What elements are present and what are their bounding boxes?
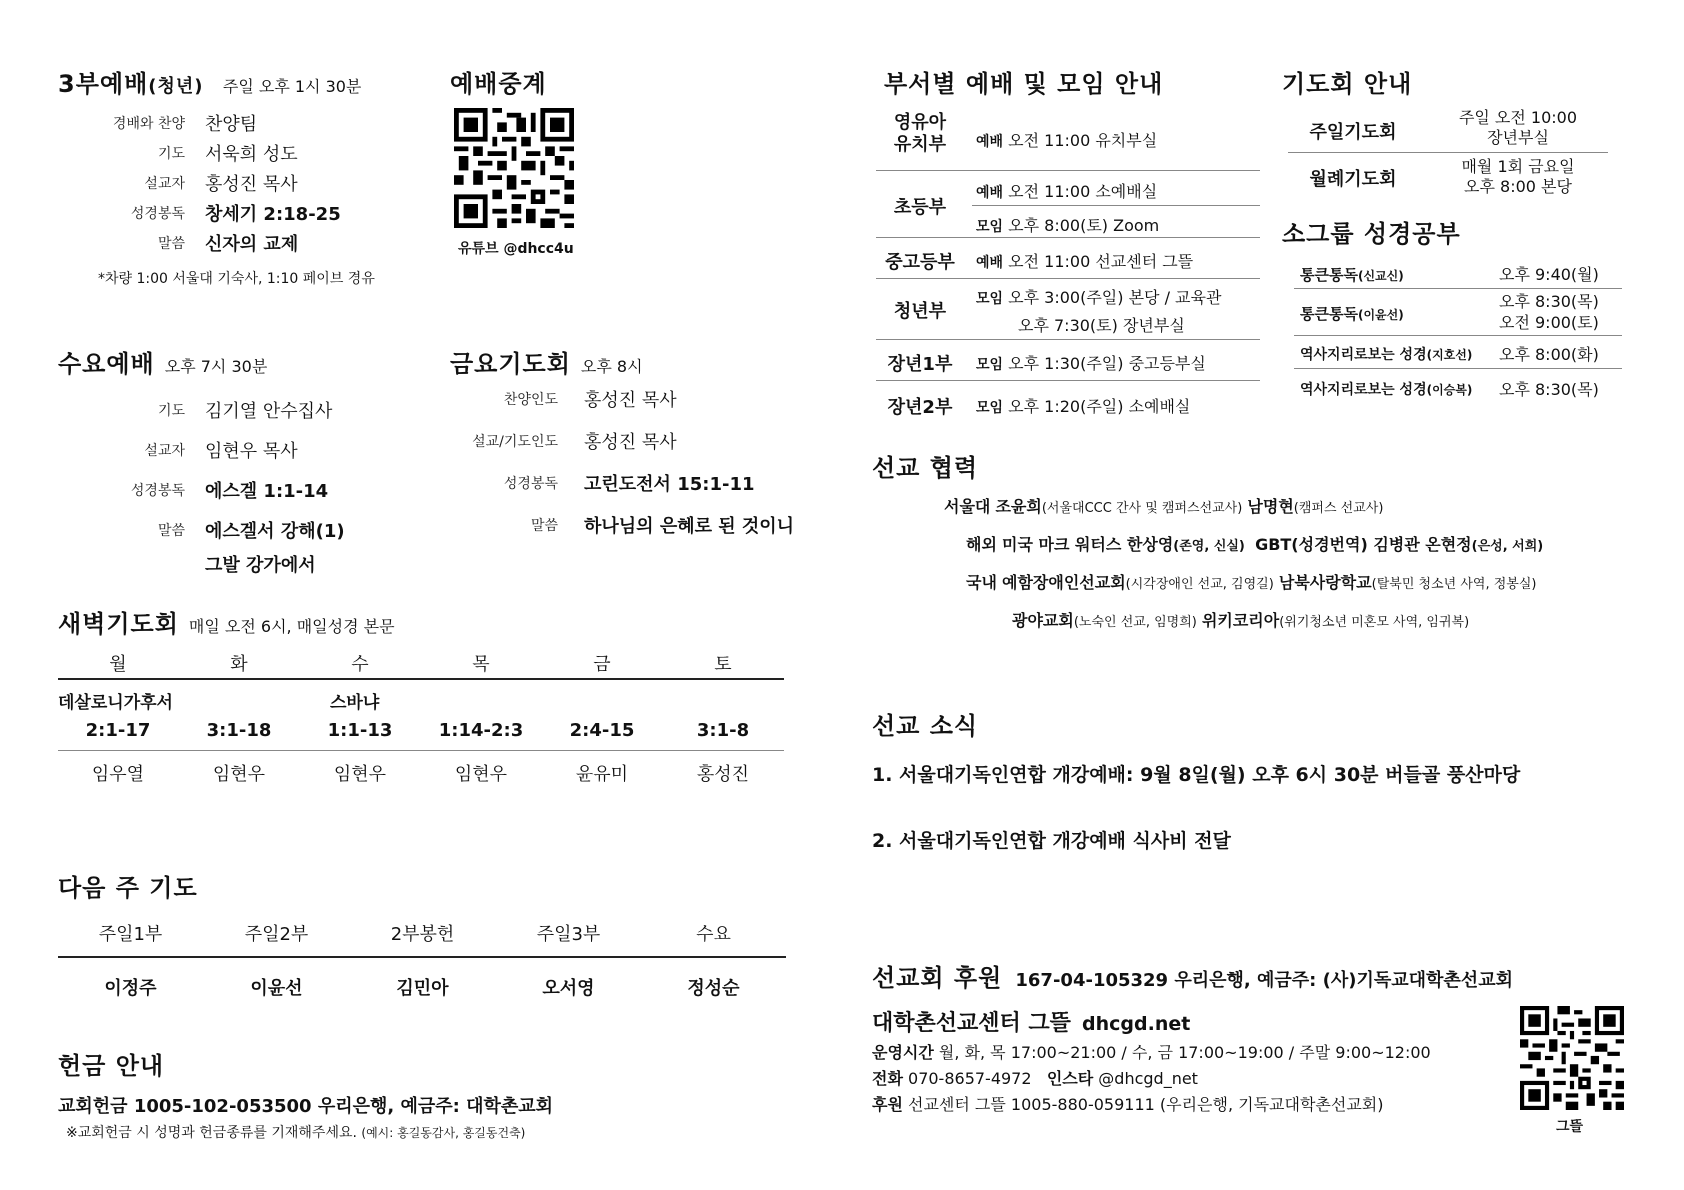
day-header: 화: [230, 654, 248, 675]
table-divider: [58, 750, 784, 751]
prayer-slot: 주일1부: [98, 924, 163, 945]
row-label: 찬양인도: [503, 392, 558, 408]
group-leader: (이승복): [1426, 383, 1473, 397]
department-row: [876, 106, 1260, 170]
row-label: 성경봉독: [503, 476, 558, 492]
phone-label: 전화: [872, 1069, 903, 1088]
dept-detail: 오전 11:00 소예배실: [1008, 182, 1158, 201]
insta-value: @dhcgd_net: [1098, 1069, 1198, 1088]
meeting-place: 장년부실: [1487, 128, 1549, 147]
dept-detail: 오후 1:20(주일) 소예배실: [1008, 397, 1191, 416]
wednesday-time: 오후 7시 30분: [164, 357, 268, 376]
passage: 1:14-2:3: [438, 720, 524, 741]
bible-book: 스바냐: [330, 693, 380, 713]
department-name: 장년2부: [887, 397, 953, 418]
prayer-meeting-row: [1288, 106, 1608, 152]
row-value: 고린도전서 15:1-11: [584, 474, 755, 495]
leader: 임우열: [91, 764, 145, 785]
small-group-title: 소그룹 성경공부: [1282, 220, 1461, 248]
group-time: 오후 9:40(월): [1499, 265, 1599, 284]
meeting-place: 오후 8:00 본당: [1464, 177, 1572, 196]
group-time: 오전 9:00(토): [1499, 313, 1599, 332]
mission-region: 국내: [966, 573, 997, 592]
departments-title: 부서별 예배 및 모임 안내: [884, 70, 1164, 98]
department-name: 장년1부: [887, 354, 953, 375]
group-time: 오후 8:30(목): [1499, 380, 1599, 399]
day-header: 금: [593, 654, 611, 675]
small-group-row: [1294, 256, 1622, 288]
row-label: 경배와 찬양: [112, 116, 185, 132]
missionary-name: 조윤희: [995, 497, 1042, 516]
prayer-name: 오서영: [542, 978, 595, 999]
mission-line-seoul: [944, 494, 1383, 517]
row-value: 김기열 안수집사: [205, 401, 333, 422]
center-qr-caption: 그뜰: [1556, 1119, 1584, 1135]
dawn-title: 새벽기도회: [58, 610, 179, 638]
friday-time: 오후 8시: [580, 357, 643, 376]
mission-news-title: 선교 소식: [872, 712, 979, 740]
row-value: 서욱희 성도: [205, 144, 298, 165]
prayer-slot: 주일2부: [244, 924, 309, 945]
row-value: 홍성진 목사: [205, 174, 298, 195]
passage: 1:1-13: [327, 720, 393, 741]
meeting-name: 주일기도회: [1309, 122, 1397, 143]
row-label: 말씀: [530, 518, 558, 534]
row-value: 홍성진 목사: [584, 432, 677, 453]
prayer-name: 김민아: [396, 978, 449, 999]
hours-label: 운영시간: [872, 1043, 934, 1062]
passage: 3:1-8: [696, 720, 750, 741]
prayer-name: 이윤선: [250, 978, 303, 999]
center-qr-icon[interactable]: [1520, 1006, 1624, 1110]
dept-kind: 모임: [976, 219, 1004, 235]
department-name: 영유아 유치부: [893, 112, 947, 155]
offering-example: (예시: 홍길동감사, 홍길동건축): [361, 1126, 526, 1140]
group-name: 통큰통독: [1300, 266, 1358, 284]
support-line: [872, 958, 1513, 993]
day-header: 토: [714, 654, 732, 675]
dept-kind: 모임: [976, 291, 1004, 307]
youtube-caption: 유튜브 @dhcc4u: [458, 241, 574, 257]
missionary-note: (시각장애인 선교, 김영길): [1125, 577, 1274, 592]
center-heading: [872, 1006, 1190, 1037]
small-group-table: [1294, 256, 1622, 403]
leader: 윤유미: [575, 764, 629, 785]
small-group-row: [1294, 336, 1622, 368]
dawn-table: [58, 650, 784, 790]
passage: 2:1-17: [85, 720, 151, 741]
insta-label: 인스타: [1046, 1069, 1094, 1088]
missionary-name: 광야교회: [1012, 611, 1074, 630]
wednesday-rows: [60, 390, 345, 578]
small-group-row: [1294, 369, 1622, 403]
row-label: 기도: [157, 403, 185, 419]
next-prayer-table: [58, 920, 786, 1010]
friday-rows: [430, 378, 794, 546]
missionary-name: 남북사랑학교: [1278, 573, 1372, 592]
prayer-meetings-table: [1288, 106, 1608, 199]
row-value: 창세기 2:18-25: [205, 204, 341, 225]
prayer-slot: 2부봉헌: [390, 924, 455, 945]
wednesday-title: 수요예배: [58, 350, 155, 378]
mission-region: 해외: [966, 535, 997, 554]
day-header: 수: [351, 654, 369, 675]
table-divider: [58, 956, 786, 958]
row-label: 설교자: [144, 443, 185, 459]
missionary-note: (위기청소년 미혼모 사역, 임귀복): [1279, 615, 1470, 630]
missionary-name: 위키코리아: [1201, 611, 1280, 630]
phone-value: 070-8657-4972: [908, 1069, 1032, 1088]
offering-title: 헌금 안내: [58, 1052, 165, 1080]
prayer-slot: 주일3부: [536, 924, 601, 945]
service3-time: 주일 오후 1시 30분: [222, 77, 362, 96]
department-row: [876, 238, 1260, 278]
group-name: 통큰통독: [1300, 305, 1358, 323]
passage: 2:4-15: [569, 720, 635, 741]
row-value: 하나님의 은혜로 된 것이니: [584, 516, 795, 537]
department-name: 청년부: [893, 301, 947, 322]
table-divider: [58, 678, 784, 680]
passage: 3:1-18: [206, 720, 272, 741]
wednesday-heading: [58, 344, 267, 379]
row-value: 찬양팀: [205, 114, 258, 135]
center-contact: [872, 1066, 1198, 1089]
row-label: 설교자: [144, 176, 185, 192]
departments-table: [876, 106, 1260, 423]
group-time: 오후 8:00(화): [1499, 345, 1599, 364]
missionary-note: (존영, 신실): [1173, 539, 1245, 554]
news-item: 2. 서울대기독인연합 개강예배 식사비 전달: [872, 830, 1231, 852]
department-row: [876, 381, 1260, 423]
leader: 홍성진: [696, 764, 750, 785]
dept-kind: 예배: [976, 134, 1004, 150]
offering-note-text: ※교회헌금 시 성명과 헌금종류를 기재해주세요.: [66, 1125, 357, 1141]
department-row: [876, 279, 1260, 339]
news-item: 1. 서울대기독인연합 개강예배: 9월 8일(월) 오후 6시 30분 버들골 풍산마당: [872, 764, 1521, 786]
row-value: 그발 강가에서: [205, 555, 316, 576]
row-value: 임현우 목사: [205, 441, 298, 462]
group-name: 역사지리로보는 성경: [1300, 347, 1427, 363]
missionary-note: (탈북민 청소년 사역, 정봉실): [1371, 577, 1537, 592]
dept-detail: 오후 8:00(토) Zoom: [1008, 216, 1160, 235]
mission-region: 서울대: [944, 497, 991, 516]
missionary-name: GBT(성경번역) 김병관 온현정: [1255, 535, 1472, 554]
department-row: [876, 171, 1260, 237]
meeting-name: 월례기도회: [1309, 169, 1397, 190]
day-header: 목: [472, 654, 490, 675]
meeting-time: 주일 오전 10:00: [1458, 108, 1578, 127]
department-row: [876, 340, 1260, 380]
dept-detail: 오후 1:30(주일) 중고등부실: [1008, 354, 1206, 373]
center-support-value: 선교센터 그뜰 1005-880-059111 (우리은행, 기독교대학촌선교회): [908, 1095, 1384, 1114]
dawn-heading: [58, 604, 395, 639]
missionary-name: 미국 마크 워터스 한상영: [1002, 535, 1174, 554]
dept-kind: 예배: [976, 255, 1004, 271]
group-name: 역사지리로보는 성경: [1300, 382, 1427, 398]
service3-heading: [58, 64, 361, 99]
mission-title: 선교 협력: [872, 454, 979, 482]
leader: 임현우: [333, 764, 387, 785]
group-time: 오후 8:30(목): [1499, 292, 1599, 311]
dept-kind: 모임: [976, 400, 1004, 416]
offering-note: [66, 1122, 525, 1142]
prayer-name: 정성순: [687, 978, 740, 999]
support-title: 선교회 후원: [872, 964, 1003, 992]
service3-rows: [60, 108, 341, 258]
row-label: 성경봉독: [130, 206, 185, 222]
support-account: 167-04-105329 우리은행, 예금주: (사)기독교대학촌선교회: [1015, 970, 1513, 991]
offering-account: 교회헌금 1005-102-053500 우리은행, 예금주: 대학촌교회: [58, 1096, 554, 1117]
leader: 임현우: [212, 764, 266, 785]
group-leader: (지호선): [1426, 348, 1473, 362]
center-title: 대학촌선교센터 그뜰: [872, 1011, 1071, 1036]
dept-detail: 오후 3:00(주일) 본당 / 교육관: [1008, 288, 1222, 307]
row-value: 에스겔서 강해(1): [205, 521, 345, 542]
center-support-label: 후원: [872, 1095, 903, 1114]
youtube-qr-icon[interactable]: [454, 108, 574, 228]
broadcast-title: 예배중계: [450, 70, 547, 98]
missionary-name: 남명현: [1247, 497, 1294, 516]
friday-title: 금요기도회: [450, 350, 571, 378]
group-leader: (이윤선): [1357, 308, 1404, 322]
department-name: 초등부: [893, 197, 947, 218]
row-label: 설교/기도인도: [472, 434, 558, 450]
friday-heading: [450, 344, 643, 379]
dept-kind: 예배: [976, 185, 1004, 201]
day-header: 월: [109, 654, 127, 675]
dawn-time: 매일 오전 6시, 매일성경 본문: [188, 617, 395, 636]
missionary-note: (노숙인 선교, 임명희): [1073, 615, 1197, 630]
dept-detail: 오전 11:00 선교센터 그뜰: [1008, 252, 1194, 271]
missionary-note: (캠퍼스 선교사): [1293, 501, 1384, 516]
prayer-slot: 수요: [696, 924, 731, 945]
meeting-time: 매월 1회 금요일: [1461, 157, 1575, 176]
service3-title-paren: (청년): [148, 76, 204, 97]
mission-line-overseas: [966, 532, 1543, 555]
row-label: 말씀: [157, 523, 185, 539]
group-leader: (신교신): [1357, 269, 1404, 283]
row-value: 홍성진 목사: [584, 390, 677, 411]
row-divider: [972, 205, 1260, 206]
mission-line-domestic: [966, 570, 1536, 593]
dept-detail: 오후 7:30(토) 장년부실: [1018, 316, 1185, 335]
leader: 임현우: [454, 764, 508, 785]
dept-detail: 오전 11:00 유치부실: [1008, 131, 1158, 150]
shuttle-note: *차량 1:00 서울대 기숙사, 1:10 페이브 경유: [98, 271, 375, 287]
hours-value: 월, 화, 목 17:00~21:00 / 수, 금 17:00~19:00 / 주말 9:00~12:00: [938, 1043, 1431, 1062]
row-value: 신자의 교제: [205, 234, 299, 255]
department-name: 중고등부: [885, 252, 955, 273]
center-site: dhcgd.net: [1082, 1013, 1191, 1035]
prayer-meetings-title: 기도회 안내: [1282, 70, 1413, 98]
prayer-meeting-row: [1288, 153, 1608, 199]
row-value: 에스겔 1:1-14: [205, 481, 329, 502]
row-label: 말씀: [157, 236, 185, 252]
missionary-note: (서울대CCC 간사 및 캠퍼스선교사): [1041, 501, 1243, 516]
center-hours: [872, 1040, 1431, 1063]
row-label: 기도: [157, 146, 185, 162]
mission-line-other: [1012, 608, 1469, 631]
next-prayer-title: 다음 주 기도: [58, 874, 198, 902]
small-group-row: [1294, 289, 1622, 335]
prayer-name: 이정주: [104, 978, 157, 999]
service3-title: 3부예배: [58, 70, 149, 98]
bible-book: 데살로니가후서: [58, 693, 173, 713]
dept-kind: 모임: [976, 357, 1004, 373]
center-support: [872, 1092, 1383, 1115]
missionary-name: 예함장애인선교회: [1002, 573, 1126, 592]
row-label: 성경봉독: [130, 483, 185, 499]
missionary-note: (은성, 서희): [1471, 539, 1544, 554]
